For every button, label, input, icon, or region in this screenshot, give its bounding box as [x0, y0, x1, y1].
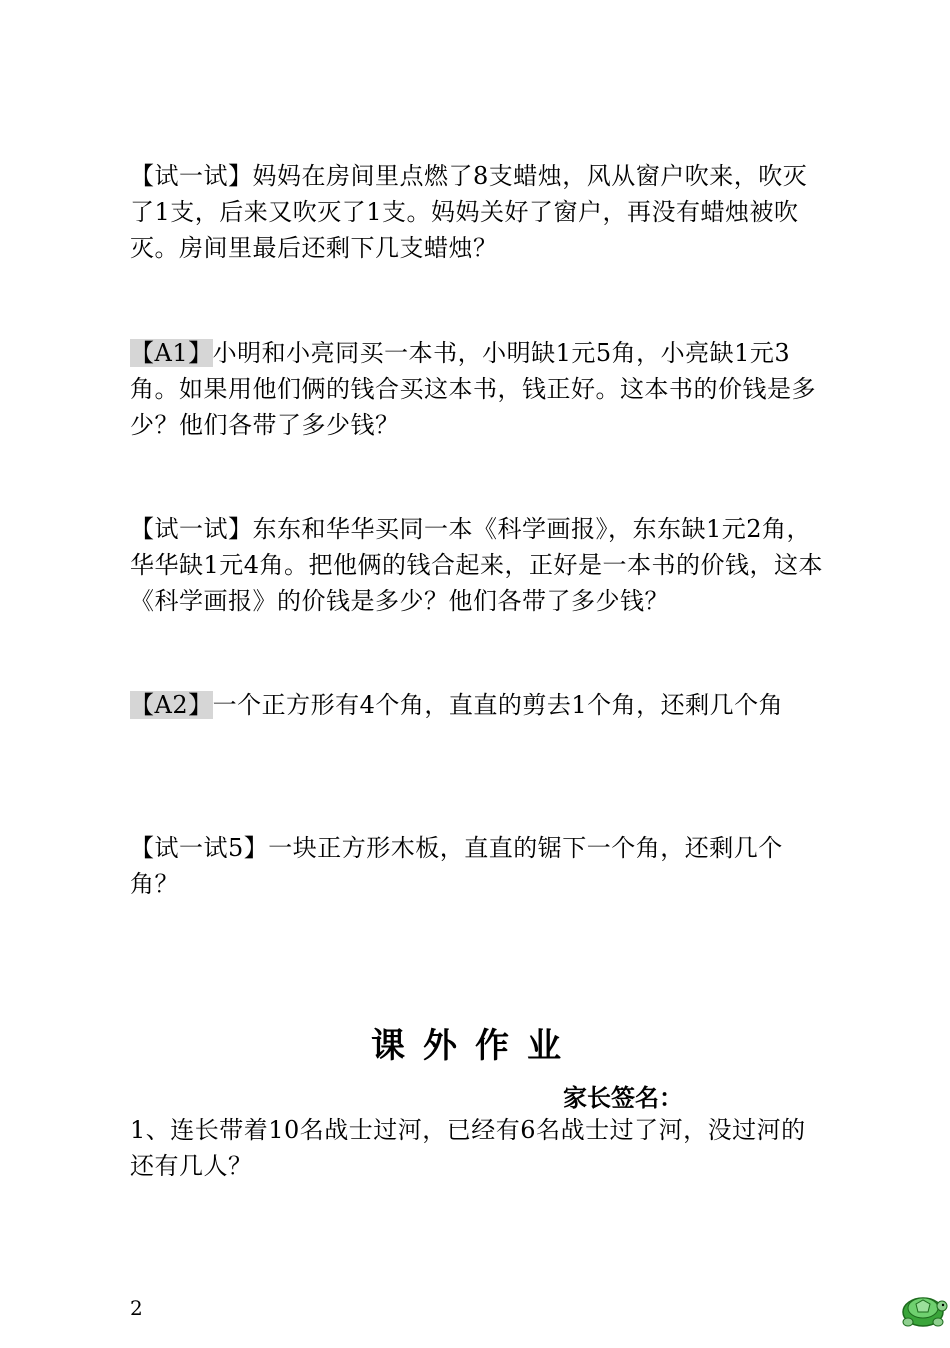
parent-signature-label: 家长签名：: [563, 1084, 683, 1112]
problem-2-tag: 【A1】: [130, 339, 213, 367]
problem-1-tag: 【试一试】: [130, 162, 253, 190]
homework-item-1: 1、连长带着10名战士过河，已经有6名战士过了河，没过河的还有几人？: [130, 1116, 806, 1180]
problem-3-text: 东东和华华买同一本《科学画报》，东东缺1元2角，华华缺1元4角。把他俩的钱合起来，正好是一本书的价钱，这本《科学画报》的价钱是多少？他们各带了多少钱？: [130, 515, 824, 615]
problem-4-text: 一个正方形有4个角，直直的剪去1个角，还剩几个角: [212, 691, 784, 719]
page-number: 2: [130, 1296, 143, 1320]
problem-3-tag: 【试一试】: [130, 515, 253, 543]
problem-4: [130, 687, 830, 723]
problem-3: [130, 511, 830, 619]
turtle-icon: [898, 1286, 948, 1330]
problem-2-text: 小明和小亮同买一本书，小明缺1元5角，小亮缺1元3角。如果用他们俩的钱合买这本书，钱正好。这本书的价钱是多少？他们各带了多少钱？: [130, 339, 816, 439]
problem-5-tag: 【试一试5】: [130, 834, 269, 862]
problem-5-text: 一块正方形木板，直直的锯下一个角，还剩几个角？: [130, 834, 783, 898]
problem-4-tag: 【A2】: [130, 691, 213, 719]
problem-5: [130, 830, 830, 902]
problem-1-text: 妈妈在房间里点燃了8支蜡烛，风从窗户吹来，吹灭了1支，后来又吹灭了1支。妈妈关好了窗户，再没有蜡烛被吹灭。房间里最后还剩下几支蜡烛？: [130, 162, 808, 262]
problem-2: [130, 335, 830, 443]
homework-title: 课外作业: [371, 1026, 579, 1066]
problem-1: [130, 158, 830, 266]
